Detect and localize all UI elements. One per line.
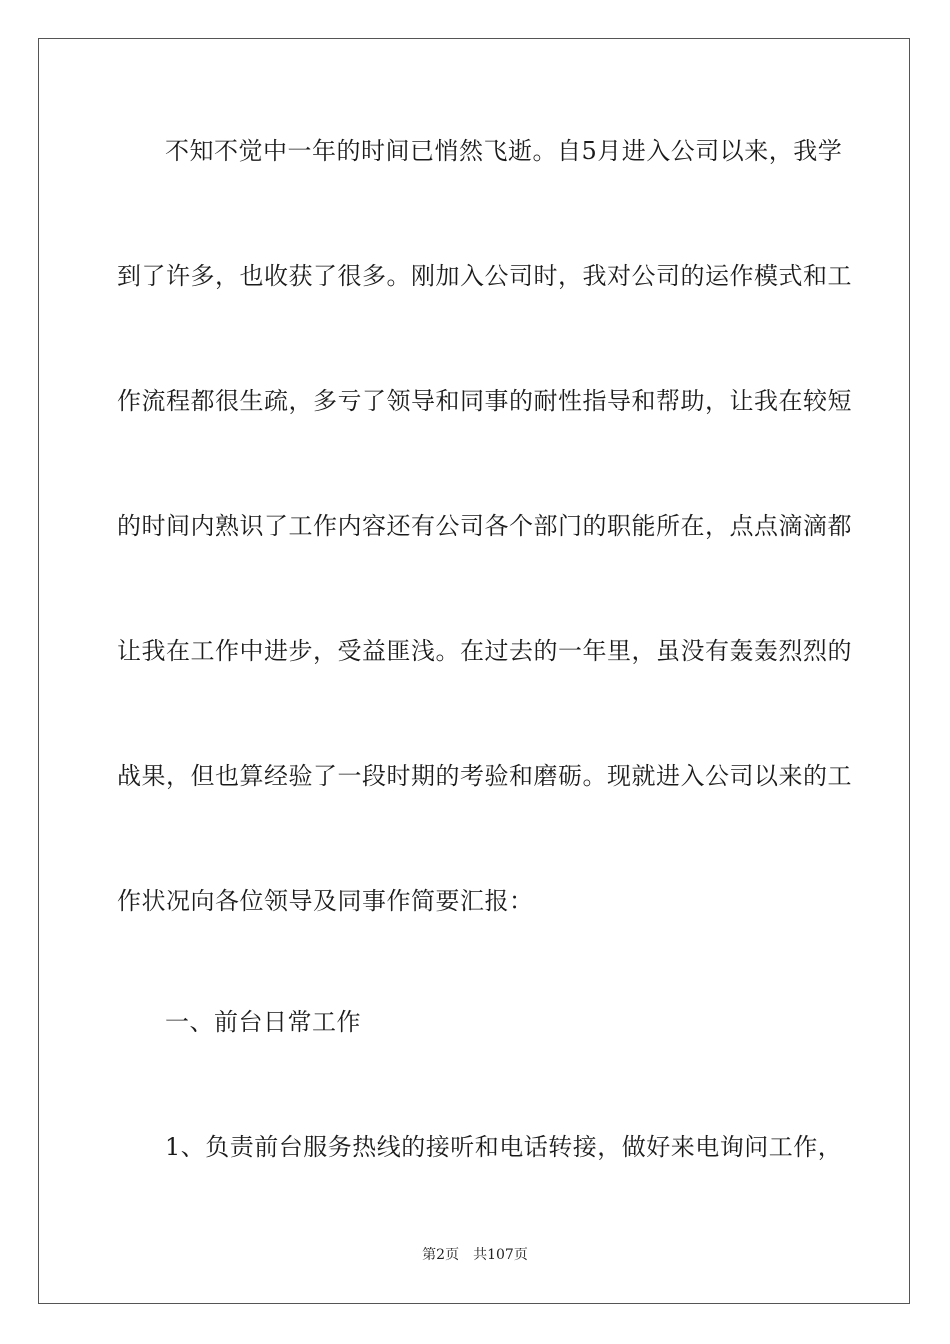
section-heading: 一、前台日常工作 xyxy=(165,1008,361,1036)
page-number: 第2页 xyxy=(422,1247,460,1263)
paragraph-line-6: 战果，但也算经验了一段时期的考验和磨砺。现就进入公司以来的工 xyxy=(117,762,852,790)
list-item-1: 1、负责前台服务热线的接听和电话转接，做好来电询问工作， xyxy=(165,1133,843,1161)
paragraph-line-4: 的时间内熟识了工作内容还有公司各个部门的职能所在，点点滴滴都 xyxy=(117,512,852,540)
total-pages: 共107页 xyxy=(473,1247,528,1263)
paragraph-line-7: 作状况向各位领导及同事作简要汇报： xyxy=(117,887,534,915)
paragraph-line-2: 到了许多，也收获了很多。刚加入公司时，我对公司的运作模式和工 xyxy=(117,262,852,290)
page-footer xyxy=(0,1246,950,1264)
paragraph-line-5: 让我在工作中进步，受益匪浅。在过去的一年里，虽没有轰轰烈烈的 xyxy=(117,637,852,665)
paragraph-line-3: 作流程都很生疏，多亏了领导和同事的耐性指导和帮助，让我在较短 xyxy=(117,387,852,415)
page-border xyxy=(38,38,910,1304)
paragraph-line-1: 不知不觉中一年的时间已悄然飞逝。自5月进入公司以来，我学 xyxy=(165,137,843,165)
